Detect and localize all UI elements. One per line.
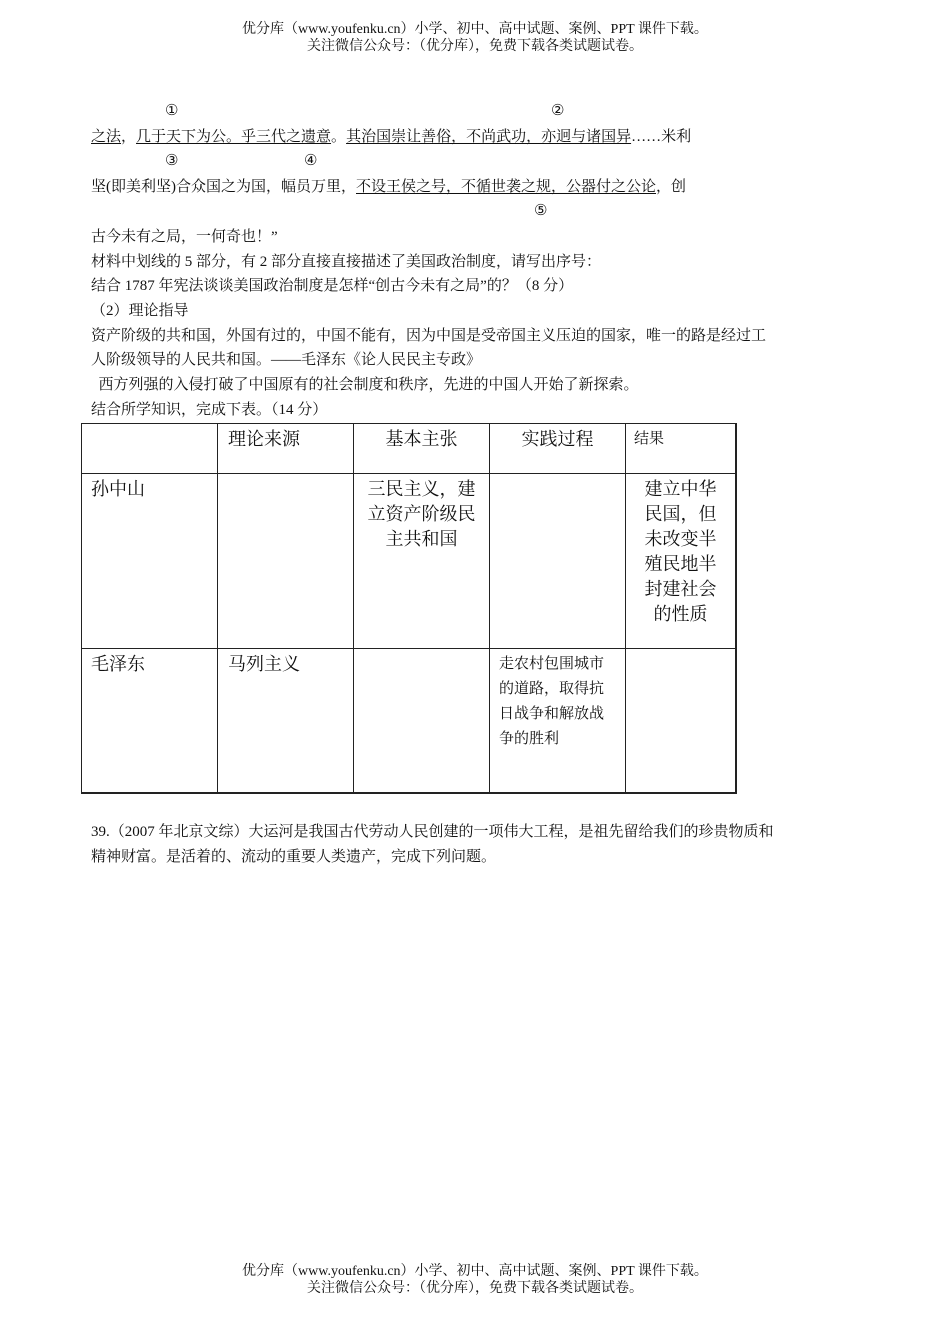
- passage-text: 坚(即美利坚)合众国之为国，幅员万里，: [91, 179, 356, 195]
- question-2: 结合 1787 年宪法谈谈美国政治制度是怎样“创古今未有之局”的？（8 分）: [91, 278, 574, 294]
- footer-line-2: 关注微信公众号：（优分库），免费下载各类试题试卷。: [307, 1281, 643, 1296]
- passage-line-2: [91, 178, 686, 196]
- underline-part-1: 之法: [91, 129, 122, 145]
- footer-line-1: 优分库（www.youfenku.cn）小学、初中、高中试题、案例、PPT 课件下载。: [242, 1264, 708, 1279]
- passage-text-end: ，创: [656, 179, 687, 195]
- header-basic-claim: 基本主张: [354, 424, 490, 474]
- underline-part-3: 其治国崇让善俗，不尚武功，亦迥与诸国异: [346, 129, 632, 145]
- comparison-table: [81, 423, 737, 794]
- row-1-source: [218, 474, 354, 649]
- header-line-1: 优分库（www.youfenku.cn）小学、初中、高中试题、案例、PPT 课件下载。: [242, 22, 708, 37]
- marker-5: ⑤: [534, 203, 548, 219]
- quote-line-2: 人阶级领导的人民共和国。——毛泽东《论人民民主专政》: [91, 352, 482, 368]
- marker-2: ②: [551, 103, 565, 119]
- row-2-source: 马列主义: [218, 649, 354, 793]
- question-39-line-1: 39.（2007 年北京文综）大运河是我国古代劳动人民创建的一项伟大工程，是祖先留给我们的珍贵物质和: [91, 824, 774, 840]
- page-header: [0, 21, 950, 55]
- header-result: 结果: [626, 424, 736, 474]
- period: 。: [331, 129, 347, 145]
- section-2-title: （2）理论指导: [91, 303, 189, 319]
- header-practice: 实践过程: [490, 424, 626, 474]
- marker-4: ④: [304, 153, 318, 169]
- row-1-practice: [490, 474, 626, 649]
- header-cell-blank: [82, 424, 218, 474]
- comma: ，: [121, 129, 137, 145]
- underline-part-2: 几于天下为公。乎三代之遗意: [136, 129, 332, 145]
- row-2-result: [626, 649, 736, 793]
- passage-line-3: 古今未有之局，一何奇也！”: [91, 229, 278, 245]
- row-2-claim: [354, 649, 490, 793]
- question-1: 材料中划线的 5 部分，有 2 部分直接直接描述了美国政治制度，请写出序号：: [91, 254, 602, 270]
- paragraph-1: 西方列强的入侵打破了中国原有的社会制度和秩序，先进的中国人开始了新探索。: [91, 377, 639, 393]
- row-2-practice: 走农村包围城市的道路，取得抗日战争和解放战争的胜利: [490, 649, 626, 793]
- row-1-name: 孙中山: [82, 474, 218, 649]
- row-1-claim: 三民主义，建立资产阶级民主共和国: [354, 474, 490, 649]
- header-theory-source: 理论来源: [218, 424, 354, 474]
- marker-3: ③: [165, 153, 179, 169]
- passage-line-1: [91, 128, 691, 146]
- row-2-name: 毛泽东: [82, 649, 218, 793]
- row-1-result: 建立中华民国，但未改变半殖民地半封建社会的性质: [626, 474, 736, 649]
- underline-part-4: 不设王侯之号，不循世袭之规，公器付之公论: [356, 179, 657, 195]
- marker-1: ①: [165, 103, 179, 119]
- header-line-2: 关注微信公众号：（优分库），免费下载各类试题试卷。: [307, 39, 643, 54]
- passage-cont: ……米利: [631, 129, 692, 145]
- question-39-line-2: 精神财富。是活着的、流动的重要人类遗产，完成下列问题。: [91, 849, 497, 865]
- paragraph-2: 结合所学知识，完成下表。（14 分）: [91, 402, 328, 418]
- page-footer: [0, 1263, 950, 1297]
- quote-line-1: 资产阶级的共和国，外国有过的，中国不能有，因为中国是受帝国主义压迫的国家，唯一的路是经过工: [91, 328, 767, 344]
